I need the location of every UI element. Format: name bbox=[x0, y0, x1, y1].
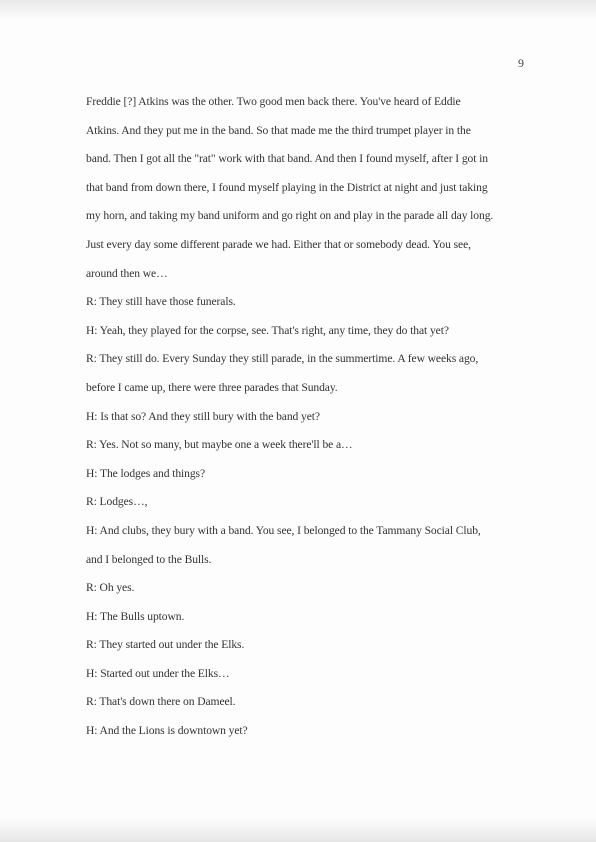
scan-edge-bottom bbox=[0, 818, 596, 842]
text-line: Just every day some different parade we had. Either that or somebody dead. You see, bbox=[86, 237, 471, 251]
text-line: that band from down there, I found myself playing in the District at night and just taking bbox=[86, 180, 488, 194]
text-line: and I belonged to the Bulls. bbox=[86, 552, 212, 566]
text-line: R: Yes. Not so many, but maybe one a week there'll be a… bbox=[86, 438, 353, 452]
text-line: Freddie [?] Atkins was the other. Two good men back there. You've heard of Eddie bbox=[86, 95, 461, 108]
text-line: H: And clubs, they bury with a band. You see, I belonged to the Tammany Social Club, bbox=[86, 523, 481, 537]
text-line: H: Is that so? And they still bury with the band yet? bbox=[86, 409, 320, 423]
text-line: H: The lodges and things? bbox=[86, 466, 206, 480]
text-line: R: They still have those funerals. bbox=[86, 295, 236, 309]
text-line: my horn, and taking my band uniform and go right on and play in the parade all day long. bbox=[86, 209, 494, 223]
text-line: before I came up, there were three parades that Sunday. bbox=[86, 380, 338, 394]
transcript-text bbox=[86, 88, 526, 746]
text-line: H: And the Lions is downtown yet? bbox=[86, 724, 248, 738]
text-line: H: The Bulls uptown. bbox=[86, 609, 185, 623]
text-line: Atkins. And they put me in the band. So that made me the third trumpet player in the bbox=[86, 123, 471, 137]
page-number: 9 bbox=[518, 56, 524, 70]
text-line: R: Oh yes. bbox=[86, 581, 135, 595]
text-line: H: Started out under the Elks… bbox=[86, 666, 230, 680]
text-line: R: They started out under the Elks. bbox=[86, 638, 245, 652]
text-line: band. Then I got all the "rat" work with that band. And then I found myself, after I got in bbox=[86, 152, 488, 166]
text-line: R: They still do. Every Sunday they still parade, in the summertime. A few weeks ago, bbox=[86, 352, 479, 366]
text-line: around then we… bbox=[86, 266, 168, 280]
scan-edge-top bbox=[0, 0, 596, 20]
text-line: R: That's down there on Dameel. bbox=[86, 695, 236, 709]
text-line: R: Lodges…, bbox=[86, 495, 148, 509]
text-line: H: Yeah, they played for the corpse, see. That's right, any time, they do that yet? bbox=[86, 323, 449, 337]
